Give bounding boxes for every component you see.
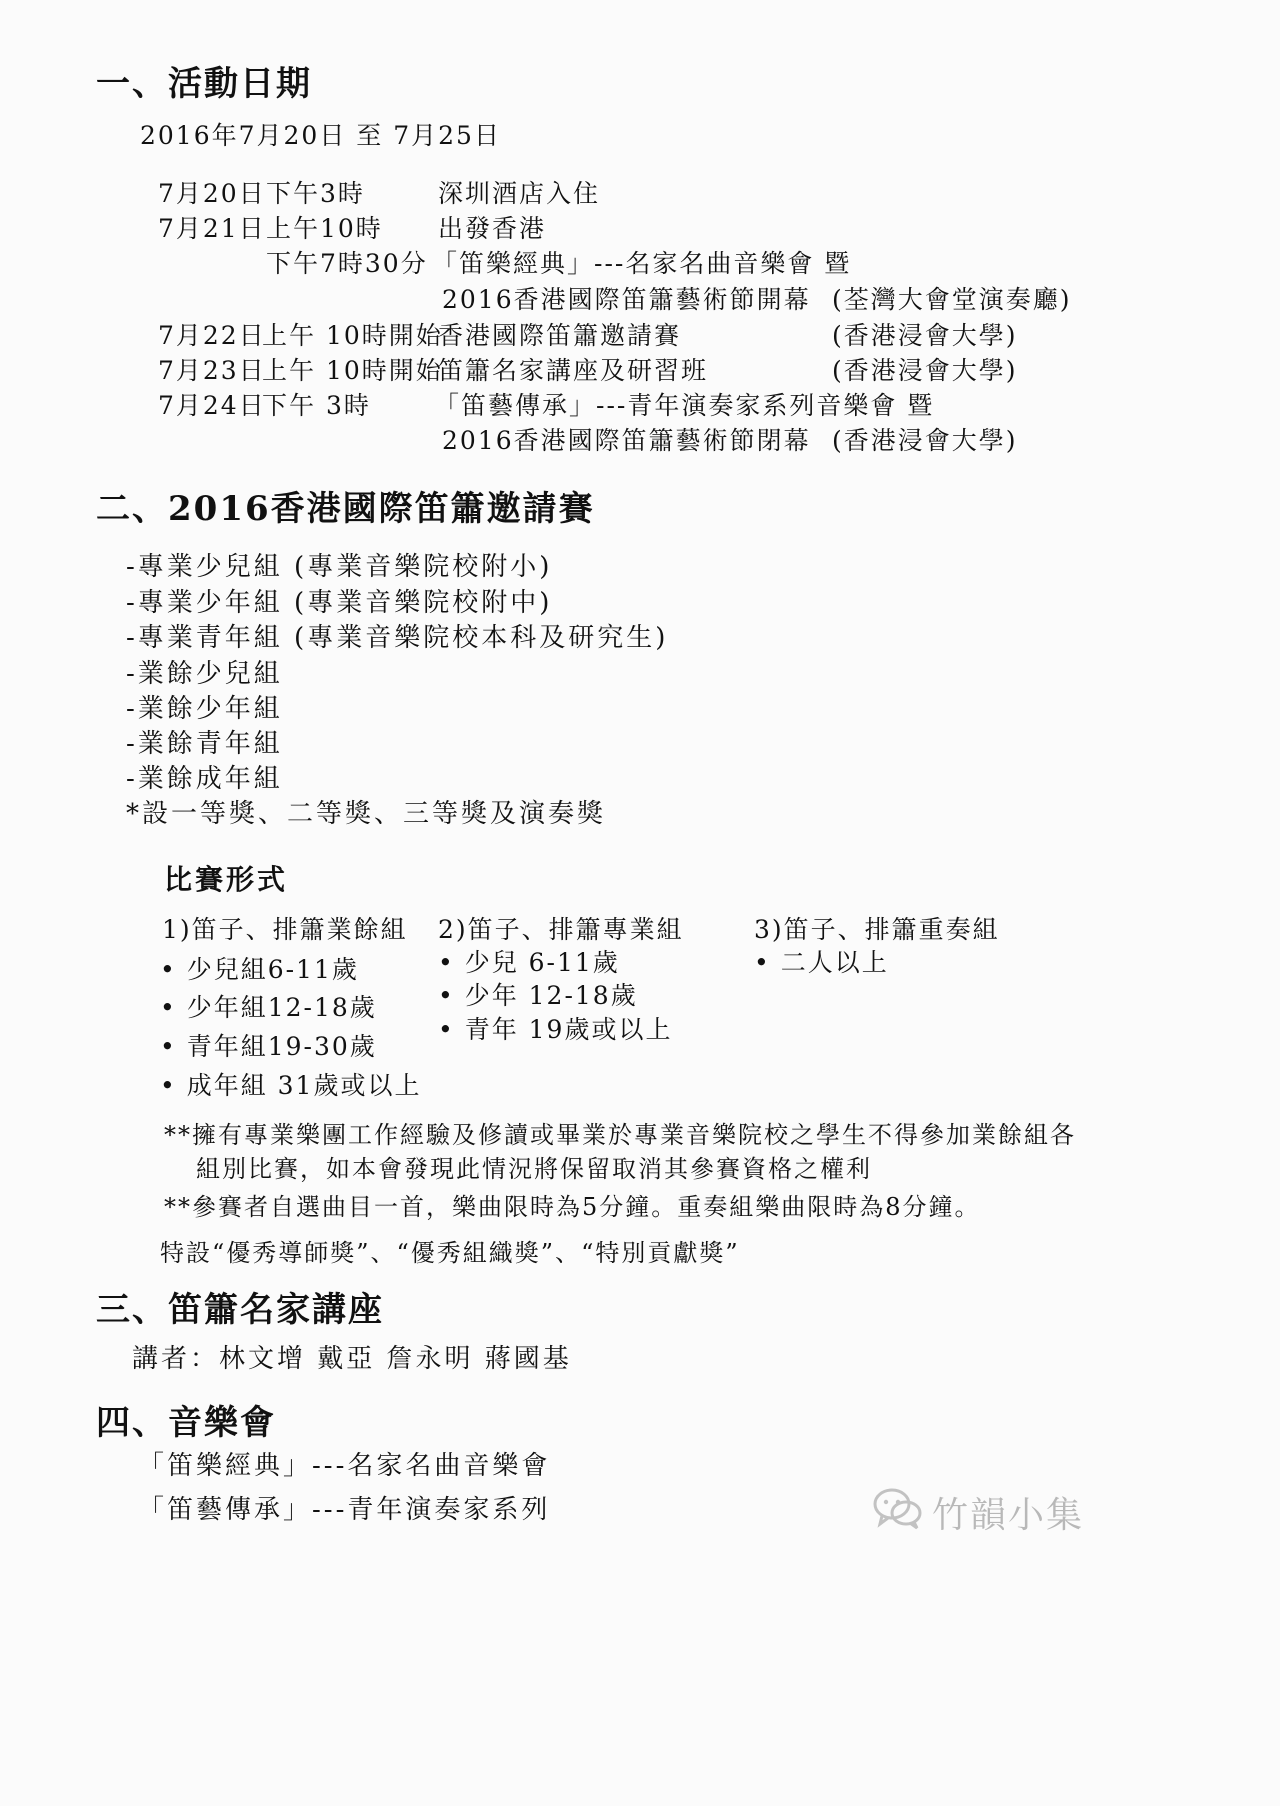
format-heading: 3)笛子、排簫重奏組: [754, 915, 1000, 944]
schedule-date: 7月22日: [158, 321, 266, 350]
rule-note: 組別比賽，如本會發現此情況將保留取消其參賽資格之權利: [196, 1155, 872, 1183]
rule-note: **擁有專業樂團工作經驗及修讀或畢業於專業音樂院校之學生不得參加業餘組各: [164, 1121, 1076, 1149]
list-item: • 少兒 6-11歲: [438, 948, 620, 977]
schedule-time: 下午3時: [266, 179, 365, 208]
list-item: -業餘青年組: [126, 729, 283, 759]
schedule-time: 上午 10時開始: [262, 321, 443, 350]
format-heading: 2)笛子、排簫專業組: [438, 915, 684, 944]
schedule-event: 2016香港國際笛簫藝術節開幕: [442, 285, 811, 314]
date-range: 2016年7月20日 至 7月25日: [140, 121, 501, 150]
list-item: -業餘少兒組: [126, 659, 283, 689]
schedule-date: 7月23日: [158, 356, 266, 385]
list-item: -專業少年組 (專業音樂院校附中): [126, 588, 553, 618]
lecture-speakers: 講者：林文增 戴亞 詹永明 蔣國基: [132, 1344, 572, 1374]
concert-item: 「笛樂經典」---名家名曲音樂會: [138, 1451, 551, 1481]
rule-note: **參賽者自選曲目一首，樂曲限時為5分鐘。重奏組樂曲限時為8分鐘。: [164, 1193, 981, 1221]
schedule-event: 出發香港: [438, 214, 547, 243]
concert-item: 「笛藝傳承」---青年演奏家系列: [138, 1495, 551, 1525]
awards-note: *設一等獎、二等獎、三等獎及演奏獎: [126, 799, 607, 829]
schedule-venue: (香港浸會大學): [832, 356, 1018, 385]
list-item: -專業青年組 (專業音樂院校本科及研究生): [126, 623, 669, 653]
list-item: • 青年 19歲或以上: [438, 1015, 673, 1044]
schedule-date: 7月24日: [158, 391, 266, 420]
section-title-concerts: 四、音樂會: [96, 1403, 276, 1443]
schedule-event: 深圳酒店入住: [438, 179, 601, 208]
list-item: -業餘少年組: [126, 694, 283, 724]
schedule-time: 下午 3時: [262, 391, 371, 420]
schedule-time: 下午7時30分: [266, 249, 428, 278]
list-item: • 成年組 31歲或以上: [160, 1071, 422, 1100]
wechat-icon: [872, 1486, 924, 1530]
list-item: -業餘成年組: [126, 764, 283, 794]
section-title-lecture: 三、笛簫名家講座: [96, 1290, 384, 1330]
schedule-event: 2016香港國際笛簫藝術節閉幕: [442, 426, 811, 455]
watermark-text: 竹韻小集: [932, 1495, 1085, 1536]
schedule-time: 上午 10時開始: [262, 356, 443, 385]
format-title: 比賽形式: [164, 863, 289, 896]
schedule-event: 香港國際笛簫邀請賽: [438, 321, 682, 350]
schedule-venue: (荃灣大會堂演奏廳): [832, 285, 1072, 314]
list-item: • 青年組19-30歲: [160, 1032, 377, 1061]
list-item: -專業少兒組 (專業音樂院校附小): [126, 552, 553, 582]
section-title-dates: 一、活動日期: [96, 64, 312, 104]
schedule-date: 7月20日: [158, 179, 266, 208]
section-title-competition: 二、2016香港國際笛簫邀請賽: [96, 489, 595, 529]
schedule-venue: (香港浸會大學): [832, 426, 1018, 455]
list-item: • 少年組12-18歲: [160, 993, 377, 1022]
format-heading: 1)笛子、排簫業餘組: [162, 915, 408, 944]
list-item: • 二人以上: [754, 948, 889, 977]
schedule-time: 上午10時: [266, 214, 383, 243]
schedule-venue: (香港浸會大學): [832, 321, 1018, 350]
schedule-date: 7月21日: [158, 214, 266, 243]
list-item: • 少兒組6-11歲: [160, 955, 359, 984]
special-awards: 特設“優秀導師獎”、“優秀組織獎”、“特別貢獻獎”: [160, 1239, 740, 1267]
list-item: • 少年 12-18歲: [438, 981, 638, 1010]
schedule-event: 「笛樂經典」---名家名曲音樂會 暨: [432, 249, 852, 278]
schedule-event: 「笛藝傳承」---青年演奏家系列音樂會 暨: [434, 391, 935, 420]
schedule-event: 笛簫名家講座及研習班: [438, 356, 709, 385]
